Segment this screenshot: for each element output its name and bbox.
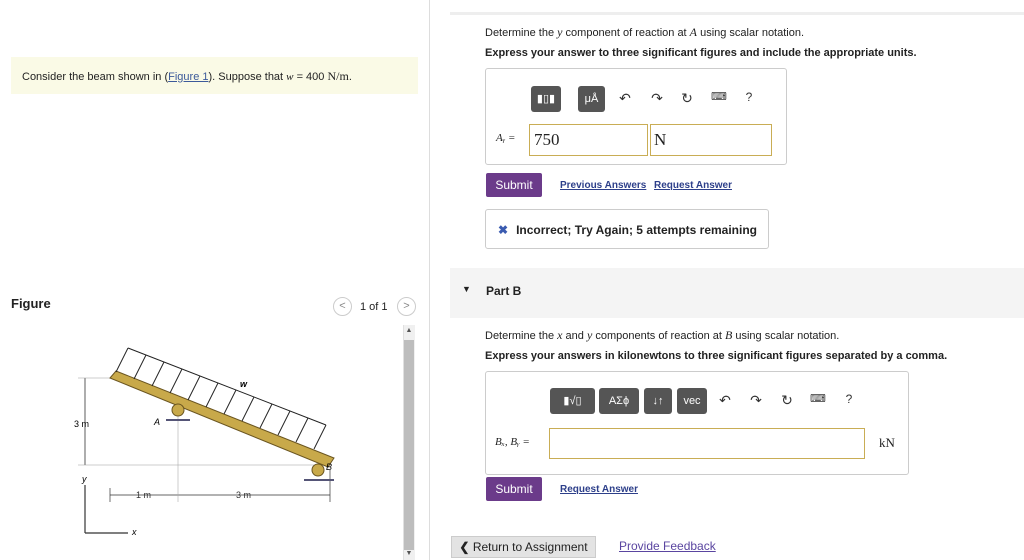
part-b-header[interactable]	[450, 268, 1024, 318]
support-b	[312, 464, 324, 476]
prompt-var: y	[557, 25, 563, 39]
templates-button[interactable]: ▮▯▮	[531, 86, 561, 112]
prev-figure-button[interactable]: <	[333, 297, 352, 316]
greek-button[interactable]: ΑΣϕ	[599, 388, 639, 414]
dim-3m-label: 3 m	[236, 490, 252, 500]
b-unit-label: kN	[879, 435, 895, 450]
redo-icon[interactable]: ↷	[651, 90, 663, 106]
intro-eq: = 400	[293, 71, 328, 83]
feedback-text: Incorrect; Try Again; 5 attempts remaining	[516, 223, 758, 237]
reset-icon[interactable]: ↻	[781, 392, 793, 408]
intro-var: w	[286, 71, 294, 83]
ay-value-input[interactable]: 750	[529, 124, 648, 156]
request-answer-link-b[interactable]: Request Answer	[560, 484, 638, 495]
prompt-text-2: components of reaction at	[592, 330, 725, 342]
prompt-text: Determine the	[485, 27, 558, 39]
keyboard-icon[interactable]: ⌨	[711, 91, 727, 103]
chevron-left-icon: ❮	[459, 540, 470, 554]
panel-divider	[429, 0, 430, 560]
keyboard-icon[interactable]: ⌨	[810, 393, 826, 405]
return-to-assignment-button[interactable]	[451, 536, 596, 558]
undo-icon[interactable]: ↶	[719, 392, 731, 408]
problem-intro	[11, 57, 418, 94]
ay-unit-input[interactable]: N	[650, 124, 772, 156]
reset-icon[interactable]: ↻	[681, 90, 693, 106]
part-b-prompt	[485, 328, 839, 343]
feedback-box	[485, 209, 769, 249]
prompt-and: and	[562, 330, 587, 342]
scroll-up-icon[interactable]: ▲	[405, 327, 413, 334]
subscript-button[interactable]: ↓↑	[644, 388, 672, 414]
prompt-text-2: component of reaction at	[562, 27, 690, 39]
part-a-prompt	[485, 25, 804, 40]
return-label: Return to Assignment	[472, 540, 588, 554]
previous-answers-link[interactable]: Previous Answers	[560, 180, 647, 191]
point-a-label: A	[154, 417, 161, 427]
submit-button-b[interactable]: Submit	[486, 477, 542, 501]
incorrect-icon: ✖	[498, 223, 509, 237]
distributed-load	[116, 348, 326, 449]
request-answer-link-a[interactable]: Request Answer	[654, 180, 732, 191]
redo-icon[interactable]: ↷	[750, 392, 762, 408]
prompt-y: y	[586, 328, 593, 342]
part-b-instruction: Express your answers in kilonewtons to three significant figures separated by a comma.	[485, 350, 948, 362]
figure-pager: 1 of 1	[360, 301, 388, 313]
dim-height-label: 3 m	[74, 419, 90, 429]
intro-unit: N/m	[327, 69, 349, 83]
intro-end: .	[348, 71, 352, 83]
provide-feedback-link[interactable]: Provide Feedback	[619, 539, 716, 553]
part-b-answer-box	[485, 371, 909, 475]
dim-1m-label: 1 m	[136, 490, 152, 500]
prompt-point: B	[724, 328, 733, 342]
prompt-text: Determine the	[485, 330, 558, 342]
next-figure-button[interactable]: >	[397, 297, 416, 316]
answer-label-ay: Aᵧ =	[496, 132, 516, 144]
scrollbar-thumb[interactable]	[404, 340, 414, 550]
support-a	[172, 404, 184, 416]
templates-button-b[interactable]: ▮√▯	[550, 388, 595, 414]
scroll-down-icon[interactable]: ▼	[405, 550, 413, 557]
vector-button[interactable]: vec	[677, 388, 707, 414]
part-a-instruction: Express your answer to three significant figures and include the appropriate units.	[485, 47, 917, 59]
undo-icon[interactable]: ↶	[619, 90, 631, 106]
top-divider	[450, 12, 1024, 15]
help-icon[interactable]: ?	[845, 392, 853, 406]
inclined-beam	[110, 371, 334, 467]
load-label: w	[240, 379, 248, 389]
part-a-answer-box	[485, 68, 787, 165]
b-value-input[interactable]	[549, 428, 865, 459]
collapse-icon[interactable]: ▼	[462, 284, 471, 294]
part-b-title: Part B	[486, 284, 522, 298]
submit-button-a[interactable]: Submit	[486, 173, 542, 197]
intro-text-2: ). Suppose that	[208, 71, 287, 83]
x-axis-label: x	[132, 527, 137, 537]
figure-heading: Figure	[11, 296, 51, 311]
figure-link[interactable]: Figure 1	[168, 71, 209, 83]
beam-figure	[60, 340, 370, 545]
prompt-point: A	[689, 25, 698, 39]
point-b-label: B	[326, 462, 333, 472]
y-axis-label: y	[82, 474, 87, 484]
units-button[interactable]: μÅ	[578, 86, 605, 112]
intro-text: Consider the beam shown in (	[22, 71, 169, 83]
prompt-text-3: using scalar notation.	[697, 27, 805, 39]
prompt-x: x	[557, 328, 563, 342]
help-icon[interactable]: ?	[745, 90, 753, 104]
prompt-text-3: using scalar notation.	[732, 330, 840, 342]
answer-label-b: Bₓ, Bᵧ =	[495, 436, 530, 448]
